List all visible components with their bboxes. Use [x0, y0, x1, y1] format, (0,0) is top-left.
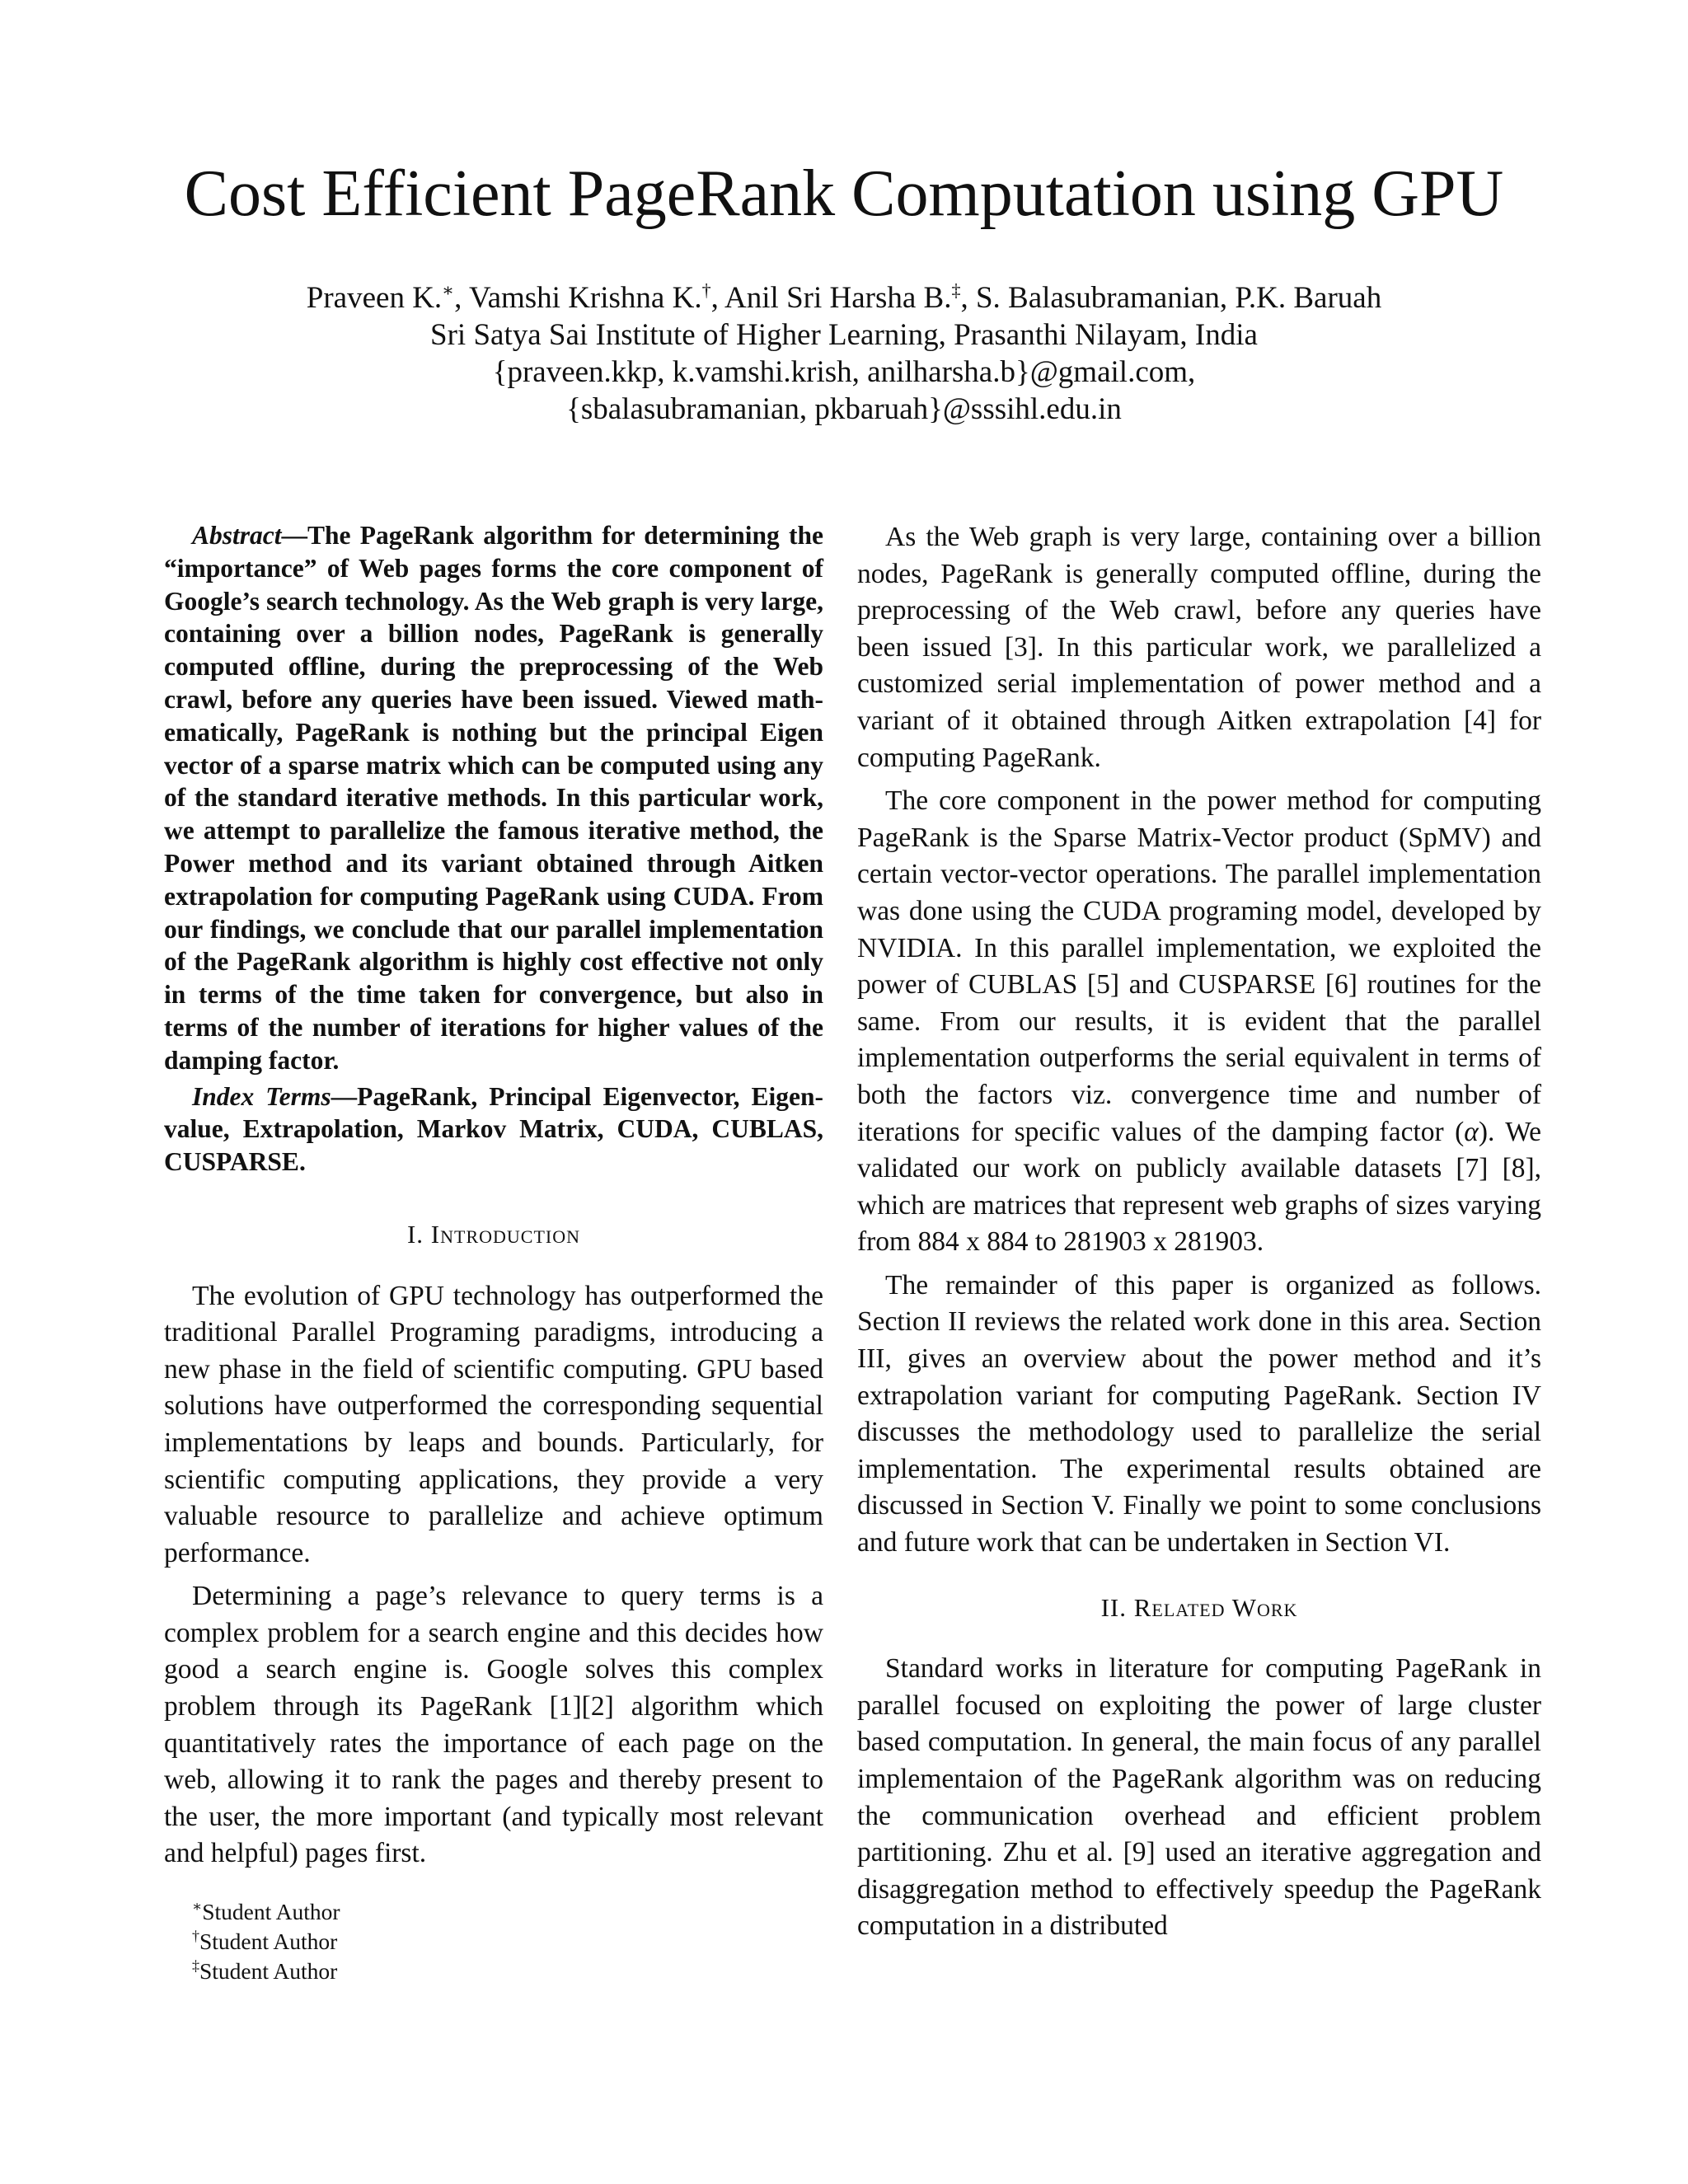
author-2-mark: †	[701, 279, 711, 301]
footnote-3-text: Student Author	[199, 1958, 338, 1985]
abstract-label: Abstract	[192, 521, 282, 550]
author-1: Praveen K.	[306, 281, 443, 315]
alpha-symbol: α	[1464, 1116, 1479, 1147]
right-paragraph-3: The remainder of this paper is organized as follows. Section II reviews the related work done in this area. Section III, gives an overview about the power method and it’s extrapolation variant for computing PageRank. Section IV discusses the methodology used to parallelize the serial implementation. The experimental results obtained are discussed in Section V. Finally we point to some conclusions and future work that can be undertaken in Section VI.	[857, 1269, 1541, 1558]
footnote-2-text: Student Author	[199, 1929, 338, 1955]
author-3: , Anil Sri Harsha B.	[710, 281, 952, 315]
footnote-3-mark: ‡	[192, 1957, 199, 1974]
intro-paragraph-2: Determining a page’s relevance to query terms is a complex problem for a search engine and this decides how good a search engine is. Google solves this complex problem through its PageRank [1][2] algorithm which quantitatively rates the importance of each page on the web, allowing it to rank the pages and thereby present to the user, the more important (and typically most relevant and helpful) pages first.	[164, 1581, 823, 1869]
footnote-3	[192, 1957, 823, 1986]
index-terms	[164, 1080, 823, 1179]
author-block	[0, 279, 1688, 428]
author-1-mark: ∗	[442, 279, 455, 301]
author-names	[0, 279, 1688, 316]
footnote-1-text: Student Author	[202, 1899, 340, 1925]
footnote-2-mark: †	[192, 1927, 199, 1944]
footnote-2	[192, 1927, 823, 1957]
abstract-paragraph	[164, 519, 823, 1077]
index-terms-text: —PageRank, Principal Eigenvector, Eigenvalue, Extrapolation, Markov Matrix, CUDA, CUBLAS, CUSPARSE.	[164, 1081, 823, 1177]
abstract-text: —The PageRank algorithm for determining the “importance” of Web pages forms the core component of Google’s search technology. As the Web graph is very large, containing over a billion nodes, PageRank is generally computed offline, during the preprocessing of the Web crawl, before any queries have been issued. Viewed mathematically, PageRank is nothing but the principal Eigen vector of a sparse matrix which can be computed using any of the standard iterative methods. In this particular work, we attempt to parallelize the famous iterative method, the Power method and its variant obtained through Aitken extrapolation for computing PageRank using CUDA. From our findings, we conclude that our parallel implementation of the PageRank algorithm is highly cost effective not only in terms of the time taken for convergence, but also in terms of the number of iterations for higher values of the damping factor.	[164, 521, 823, 1075]
author-3-mark: ‡	[951, 279, 961, 301]
section-heading-introduction: I. Introduction	[406, 1219, 581, 1249]
footnote-1-mark: ∗	[192, 1897, 203, 1915]
right-column	[857, 519, 1541, 1952]
index-terms-label: Index Terms	[192, 1081, 331, 1111]
footnotes	[164, 1897, 823, 1986]
right-paragraph-2-part-a: The core component in the power method for computing PageRank is the Sparse Matrix-Vector product (SpMV) and certain vector-vector operations. The parallel implementation was done using the CUDA programing model, developed by NVIDIA. In this parallel implementation, we exploited the power of CUBLAS [5] and CUSPARSE [6] routines for the same. From our results, it is evident that the parallel implementation outperforms the serial equivalent in terms of both the factors viz. convergence time and number of iterations for specific values of the damping factor (	[857, 785, 1541, 1147]
right-paragraph-2-part-b: ). We validated our work on publicly available datasets [7] [8], which are matrices that represent web graphs of sizes varying from 884 x 884 to 281903 x 281903.	[857, 1116, 1542, 1258]
abstract	[164, 519, 823, 1179]
section-heading-related-work: II. Related Work	[1100, 1592, 1298, 1622]
email-line-1: {praveen.kkp, k.vamshi.krish, anilharsha.b}@gmail.com,	[492, 355, 1196, 389]
intro-paragraph-1: The evolution of GPU technology has outperformed the traditional Parallel Programing paradigms, introducing a new phase in the field of scientific computing. GPU based solutions have outperformed the corresponding sequential implementations by leaps and bounds. Particularly, for scientific computing applications, they provide a very valuable resource to parallelize and achieve optimum performance.	[164, 1280, 823, 1568]
right-paragraph-2	[857, 783, 1541, 1261]
affiliation: Sri Satya Sai Institute of Higher Learning, Prasanthi Nilayam, India	[430, 318, 1258, 352]
author-2: , Vamshi Krishna K.	[454, 281, 702, 315]
left-column	[164, 519, 823, 1986]
related-paragraph-1: Standard works in literature for computing PageRank in parallel focused on exploiting the power of large cluster based computation. In general, the main focus of any parallel implementaion of the PageRank algorithm was on reducing the communication overhead and efficient problem partitioning. Zhu et al. [9] used an iterative aggregation and disaggregation method to effectively speedup the PageRank computation in a distributed	[857, 1653, 1541, 1942]
author-rest: , S. Balasubramanian, P.K. Baruah	[960, 281, 1382, 315]
paper-title: Cost Efficient PageRank Computation using GPU	[184, 157, 1504, 230]
right-paragraph-1: As the Web graph is very large, containing over a billion nodes, PageRank is generally computed offline, during the preprocessing of the Web crawl, before any queries have been issued [3]. In this particular work, we parallelized a customized serial implementation of power method and a variant of it obtained through Aitken extrapolation [4] for computing PageRank.	[857, 522, 1541, 773]
email-line-2: {sbalasubramanian, pkbaruah}@sssihl.edu.in	[566, 392, 1122, 426]
footnote-1	[192, 1897, 823, 1927]
